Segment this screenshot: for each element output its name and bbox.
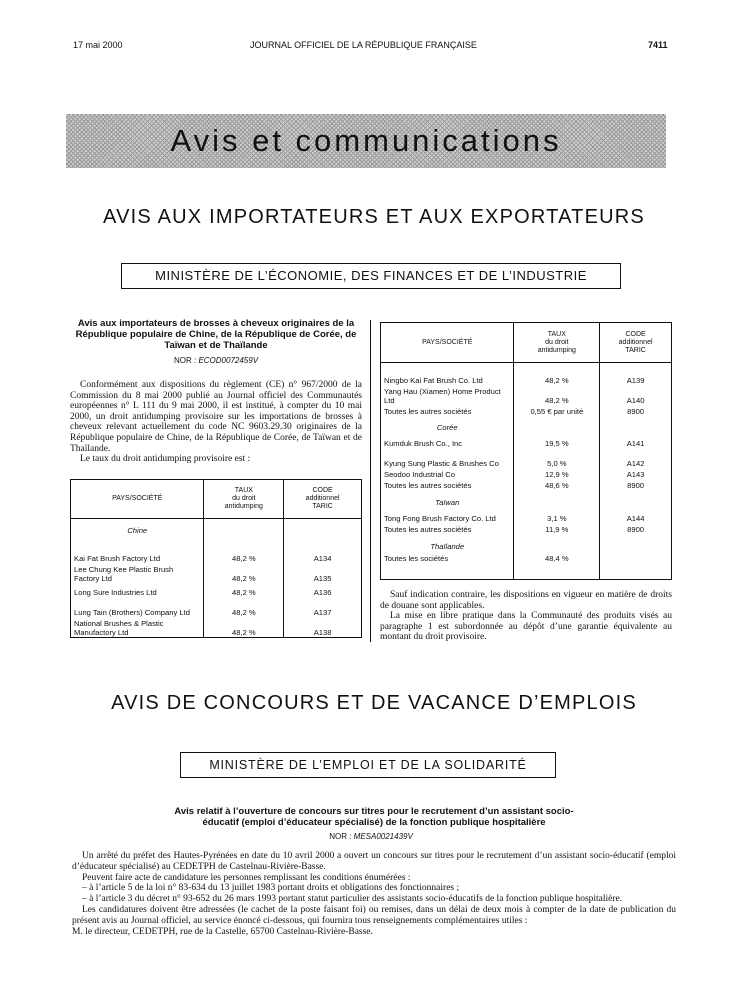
section2-title: AVIS DE CONCOURS ET DE VACANCE D’EMPLOIS <box>111 692 637 714</box>
notice1-closing <box>380 590 672 643</box>
notice2-title: Avis relatif à l’ouverture de concours sur titres pour le recrutement d’un assistant socio-éducatif (emploi d’éducateur spécialisé) de la fonction publique hospitalière <box>174 806 574 828</box>
row-name: Toutes les sociétés <box>381 551 514 580</box>
table-row <box>71 583 362 596</box>
row-rate: 0,55 € par unité <box>514 405 600 416</box>
row-name: Lung Tain (Brothers) Company Ltd <box>71 597 204 617</box>
row-code: 8900 <box>600 523 672 534</box>
notice2-para2: Peuvent faire acte de candidature les personnes remplissant les conditions énumérées : <box>82 872 411 883</box>
row-rate: 48,6 % <box>514 479 600 490</box>
col-header-country: PAYS/SOCIÉTÉ <box>71 480 204 519</box>
section1-title: AVIS AUX IMPORTATEURS ET AUX EXPORTATEURS <box>103 206 645 228</box>
row-rate: 48,2 % <box>204 583 284 596</box>
row-name: Toutes les autres sociétés <box>381 479 514 490</box>
row-rate: 48,2 % <box>204 563 284 583</box>
row-code <box>600 551 672 580</box>
notice2-para4: M. le directeur, CEDETPH, rue de la Castelle, 65700 Castelnau-Rivière-Basse. <box>72 926 373 937</box>
column-divider <box>370 320 371 642</box>
row-rate: 5,0 % <box>514 448 600 468</box>
row-code: 8900 <box>600 479 672 490</box>
row-code: A139 <box>600 363 672 385</box>
header-journal-title: JOURNAL OFFICIEL DE LA RÉPUBLIQUE FRANÇAISE <box>250 40 477 50</box>
row-rate: 48,2 % <box>204 617 284 637</box>
section2-ministry: MINISTÈRE DE L’EMPLOI ET DE LA SOLIDARITÉ <box>209 758 527 772</box>
nor-value: MESA0021439V <box>353 832 413 841</box>
table-row <box>381 551 672 580</box>
row-name: Toutes les autres sociétés <box>381 405 514 416</box>
table-row <box>381 405 672 416</box>
notice2-nor <box>70 832 672 841</box>
row-code: A143 <box>600 468 672 479</box>
notice1-para3: Sauf indication contraire, les dispositions en vigueur en matière de droits de douane sont applicables. <box>380 590 672 611</box>
row-rate: 48,2 % <box>204 543 284 563</box>
row-name: National Brushes & Plastic Manufactory Ltd <box>71 617 204 637</box>
row-rate: 19,5 % <box>514 432 600 448</box>
category-taiwan: Taïwan <box>381 490 514 507</box>
table-row <box>71 617 362 637</box>
row-code: A136 <box>284 583 362 596</box>
duty-table-right <box>380 322 672 580</box>
row-name: Yang Hau (Xiamen) Home Product Ltd <box>381 385 514 405</box>
nor-value: ECOD0072459V <box>198 356 259 365</box>
nor-label: NOR : <box>173 356 197 365</box>
row-name: Tong Fong Brush Factory Co. Ltd <box>381 507 514 523</box>
row-rate: 12,9 % <box>514 468 600 479</box>
row-name: Kumduk Brush Co., Inc <box>381 432 514 448</box>
col-header-code: CODE additionnel TARIC <box>284 480 362 519</box>
category-china: Chine <box>71 518 204 542</box>
row-name: Seodoo Industrial Co <box>381 468 514 479</box>
row-name: Lee Chung Kee Plastic Brush Factory Ltd <box>71 563 204 583</box>
table-row <box>381 363 672 385</box>
row-code: A141 <box>600 432 672 448</box>
row-rate: 48,2 % <box>514 385 600 405</box>
col-header-code: CODE additionnel TARIC <box>600 323 672 363</box>
row-name: Kai Fat Brush Factory Ltd <box>71 543 204 563</box>
notice2-para1: Un arrêté du préfet des Hautes-Pyrénées en date du 10 avril 2000 a ouvert un concours sur titres pour le recrutement d’un assistant socio-éducatif (emploi d’éducateur spécialisé) au CEDETPH de Castelnau-Rivière-Basse. <box>72 851 676 872</box>
nor-label: NOR : <box>329 832 352 841</box>
table-row <box>71 597 362 617</box>
section1-ministry-box <box>121 263 621 289</box>
row-rate: 11,9 % <box>514 523 600 534</box>
header-date: 17 mai 2000 <box>73 40 123 50</box>
row-code: A135 <box>284 563 362 583</box>
row-code: A140 <box>600 385 672 405</box>
table-row <box>381 385 672 405</box>
header-page-number: 7411 <box>648 40 668 50</box>
category-thailand: Thaïlande <box>381 534 514 551</box>
row-name: Ningbo Kai Fat Brush Co. Ltd <box>381 363 514 385</box>
notice2-para3: Les candidatures doivent être adressées (le cachet de la poste faisant foi) ou remises, dans un délai de deux mois à compter de la date de publication du présent avis au Journal officiel, au service énoncé ci-dessous, qui fournira tous renseignements complémentaires utiles : <box>72 904 676 926</box>
row-code: A134 <box>284 543 362 563</box>
notice2-item2: – à l’article 3 du décret n° 93-652 du 26 mars 1993 portant statut particulier des assistants socio-éducatifs de la fonction publique hospitalière. <box>82 894 623 905</box>
row-code: A137 <box>284 597 362 617</box>
row-name: Kyung Sung Plastic & Brushes Co <box>381 448 514 468</box>
table-row <box>381 448 672 468</box>
col-header-rate: TAUX du droit antidumping <box>514 323 600 363</box>
table-row <box>381 468 672 479</box>
col-header-country: PAYS/SOCIÉTÉ <box>381 323 514 363</box>
row-name: Toutes les autres sociétés <box>381 523 514 534</box>
notice1-nor <box>70 356 362 365</box>
notice1-para1: Conformément aux dispositions du règlement (CE) n° 967/2000 de la Commission du 8 mai 2000 publié au Journal officiel des Communautés européennes n° L 111 du 9 mai 2000, il est institué, à compter du 10 mai 2000, un droit antidumping provisoire sur les importations de brosses à cheveux relevant actuellement du code NC 9603.29.30 originaires de la République populaire de Chine, de la République de Corée, de Taïwan et de Thaïlande. <box>70 380 362 454</box>
row-code: A144 <box>600 507 672 523</box>
row-rate: 48,4 % <box>514 551 600 580</box>
notice1-para2: Le taux du droit antidumping provisoire est : <box>80 454 251 465</box>
notice1-body <box>70 380 362 465</box>
row-code: A138 <box>284 617 362 637</box>
table-row <box>381 432 672 448</box>
notice1-title: Avis aux importateurs de brosses à cheveux originaires de la République populaire de Chine, de la République de Corée, de Taïwan et de Thaïlande <box>75 318 357 351</box>
duty-table-left <box>70 479 362 638</box>
notice1-para4: La mise en libre pratique dans la Communauté des produits visés au paragraphe 1 est subordonnée au dépôt d’une garantie équivalente au montant du droit provisoire. <box>380 611 672 643</box>
table-row <box>71 563 362 583</box>
row-rate: 3,1 % <box>514 507 600 523</box>
row-rate: 48,2 % <box>204 597 284 617</box>
category-korea: Corée <box>381 416 514 432</box>
col-header-rate: TAUX du droit antidumping <box>204 480 284 519</box>
notice2-item1: – à l’article 5 de la loi n° 83-634 du 13 juillet 1983 portant droits et obligations des fonctionnaires ; <box>82 883 460 894</box>
banner-title: Avis et communications <box>170 123 562 158</box>
row-code: 8900 <box>600 405 672 416</box>
section2-ministry-box <box>180 752 556 778</box>
row-name: Long Sure Industries Ltd <box>71 583 204 596</box>
table-row <box>71 543 362 563</box>
section-banner <box>66 114 666 168</box>
row-rate: 48,2 % <box>514 363 600 385</box>
row-code: A142 <box>600 448 672 468</box>
table-row <box>381 523 672 534</box>
notice2-body <box>72 851 676 937</box>
section1-ministry: MINISTÈRE DE L’ÉCONOMIE, DES FINANCES ET DE L’INDUSTRIE <box>155 268 587 283</box>
table-row <box>381 507 672 523</box>
table-row <box>381 479 672 490</box>
